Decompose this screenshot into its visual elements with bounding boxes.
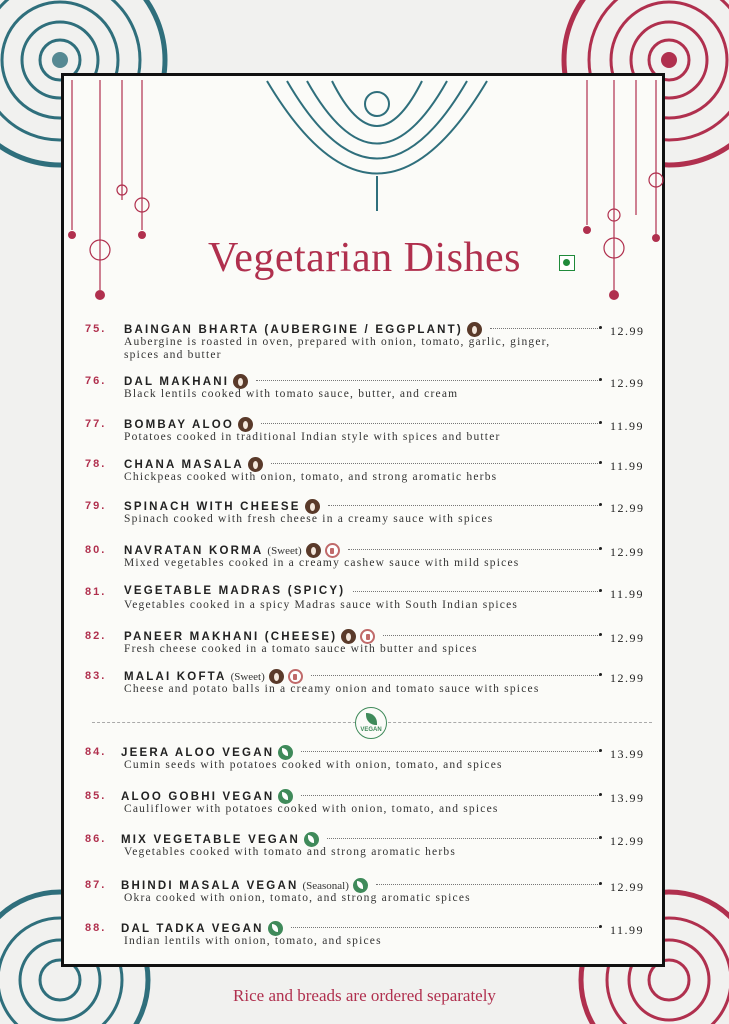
item-number: 77. <box>85 418 107 430</box>
dot-leader <box>353 591 600 592</box>
item-description: Aubergine is roasted in oven, prepared with onion, tomato, garlic, ginger, spices and butter <box>124 336 551 361</box>
item-note: (Sweet) <box>267 544 302 557</box>
dot-leader <box>271 463 600 464</box>
vegan-leaf-icon <box>278 789 293 804</box>
item-price: 11.99 <box>610 923 645 937</box>
vegan-badge <box>355 707 387 739</box>
item-number: 84. <box>85 746 107 758</box>
item-name-group <box>121 745 293 760</box>
item-name: BOMBAY ALOO <box>124 418 235 431</box>
item-price: 12.99 <box>610 671 645 685</box>
item-name-group <box>124 499 320 514</box>
item-name-group <box>124 629 375 644</box>
item-description: Indian lentils with onion, tomato, and spices <box>124 935 382 947</box>
item-name-group <box>121 789 293 804</box>
leaf-icon <box>366 713 377 725</box>
item-description: Mixed vegetables cooked in a creamy cashew sauce with mild spices <box>124 557 520 569</box>
dairy-icon <box>325 543 340 558</box>
nut-icon <box>233 374 248 389</box>
item-price: 12.99 <box>610 631 645 645</box>
nut-icon <box>305 499 320 514</box>
menu-item <box>0 746 729 790</box>
nut-icon <box>306 543 321 558</box>
dot-leader <box>256 380 600 381</box>
menu-item <box>0 922 729 966</box>
dot-leader <box>301 751 600 752</box>
vegan-leaf-icon <box>278 745 293 760</box>
item-number: 78. <box>85 458 107 470</box>
item-number: 85. <box>85 790 107 802</box>
nut-icon <box>269 669 284 684</box>
item-name-group <box>124 417 253 432</box>
item-price: 12.99 <box>610 376 645 390</box>
menu-item <box>0 879 729 923</box>
item-name-group <box>124 543 340 558</box>
menu-item <box>0 500 729 544</box>
item-name-group <box>124 322 482 337</box>
item-description: Cheese and potato balls in a creamy onion and tomato sauce with spices <box>124 683 540 695</box>
item-number: 80. <box>85 544 107 556</box>
item-number: 76. <box>85 375 107 387</box>
footer-note: Rice and breads are ordered separately <box>233 986 496 1005</box>
menu-item <box>0 544 729 588</box>
item-description: Cauliflower with potatoes cooked with onion, tomato, and spices <box>124 803 499 815</box>
menu-item <box>0 323 729 367</box>
item-number: 87. <box>85 879 107 891</box>
item-number: 79. <box>85 500 107 512</box>
item-name: DAL TADKA VEGAN <box>121 922 264 935</box>
item-name-group <box>121 832 319 847</box>
dot-leader <box>311 675 600 676</box>
item-name: VEGETABLE MADRAS (SPICY) <box>124 585 346 597</box>
menu-item <box>0 418 729 462</box>
item-description: Vegetables cooked with tomato and strong aromatic herbs <box>124 846 457 858</box>
item-note: (Seasonal) <box>302 879 349 892</box>
dot-leader <box>291 927 600 928</box>
item-name: PANEER MAKHANI (CHEESE) <box>124 630 338 643</box>
nut-icon <box>238 417 253 432</box>
vegan-leaf-icon <box>304 832 319 847</box>
menu-item <box>0 790 729 834</box>
item-name-group <box>121 921 283 936</box>
menu-item <box>0 586 729 630</box>
dot-leader <box>376 884 600 885</box>
dairy-icon <box>360 629 375 644</box>
vegan-leaf-icon <box>268 921 283 936</box>
item-name: SPINACH WITH CHEESE <box>124 500 301 513</box>
nut-icon <box>467 322 482 337</box>
item-number: 83. <box>85 670 107 682</box>
item-price: 12.99 <box>610 501 645 515</box>
item-name: ALOO GOBHI VEGAN <box>121 790 275 803</box>
dairy-icon <box>288 669 303 684</box>
item-name-group <box>124 374 248 389</box>
item-description: Black lentils cooked with tomato sauce, butter, and cream <box>124 388 459 400</box>
item-name: DAL MAKHANI <box>124 375 230 388</box>
item-price: 13.99 <box>610 747 645 761</box>
dot-leader <box>327 838 600 839</box>
item-description: Cumin seeds with potatoes cooked with onion, tomato, and spices <box>124 759 503 771</box>
item-name: JEERA ALOO VEGAN <box>121 746 275 759</box>
item-name: CHANA MASALA <box>124 458 244 471</box>
item-price: 12.99 <box>610 834 645 848</box>
item-price: 11.99 <box>610 459 645 473</box>
item-note: (Sweet) <box>230 670 265 683</box>
dot-leader <box>301 795 600 796</box>
item-name-group <box>124 457 263 472</box>
dot-leader <box>490 328 600 329</box>
menu-item <box>0 630 729 674</box>
menu-item <box>0 833 729 877</box>
dot-leader <box>261 423 600 424</box>
item-name: NAVRATAN KORMA <box>124 544 264 557</box>
mandala-header <box>262 76 492 216</box>
nut-icon <box>341 629 356 644</box>
item-number: 82. <box>85 630 107 642</box>
item-price: 12.99 <box>610 324 645 338</box>
item-name-group <box>121 878 368 893</box>
item-description: Fresh cheese cooked in a tomato sauce with butter and spices <box>124 643 478 655</box>
item-price: 11.99 <box>610 419 645 433</box>
item-name: MALAI KOFTA <box>124 670 227 683</box>
item-price: 12.99 <box>610 880 645 894</box>
item-description: Vegetables cooked in a spicy Madras sauce with South Indian spices <box>124 599 519 611</box>
menu-item <box>0 375 729 419</box>
item-name-group <box>124 669 303 684</box>
vegan-badge-label: VEGAN <box>360 727 382 733</box>
item-number: 81. <box>85 586 107 598</box>
item-description: Potatoes cooked in traditional Indian style with spices and butter <box>124 431 501 443</box>
vegan-leaf-icon <box>353 878 368 893</box>
item-description: Chickpeas cooked with onion, tomato, and strong aromatic herbs <box>124 471 498 483</box>
item-number: 75. <box>85 323 107 335</box>
dot-leader <box>328 505 600 506</box>
item-number: 88. <box>85 922 107 934</box>
item-name: BHINDI MASALA VEGAN <box>121 879 299 892</box>
dot-leader <box>348 549 600 550</box>
item-price: 11.99 <box>610 587 645 601</box>
item-price: 12.99 <box>610 545 645 559</box>
item-name-group <box>124 585 345 597</box>
menu-item <box>0 458 729 502</box>
item-price: 13.99 <box>610 791 645 805</box>
item-name: BAINGAN BHARTA (AUBERGINE / EGGPLANT) <box>124 323 463 336</box>
item-description: Spinach cooked with fresh cheese in a creamy sauce with spices <box>124 513 494 525</box>
nut-icon <box>248 457 263 472</box>
item-description: Okra cooked with onion, tomato, and strong aromatic spices <box>124 892 471 904</box>
dot-leader <box>383 635 600 636</box>
item-number: 86. <box>85 833 107 845</box>
page-title: Vegetarian Dishes <box>208 235 521 281</box>
item-name: MIX VEGETABLE VEGAN <box>121 833 300 846</box>
veg-symbol-icon <box>559 255 575 271</box>
